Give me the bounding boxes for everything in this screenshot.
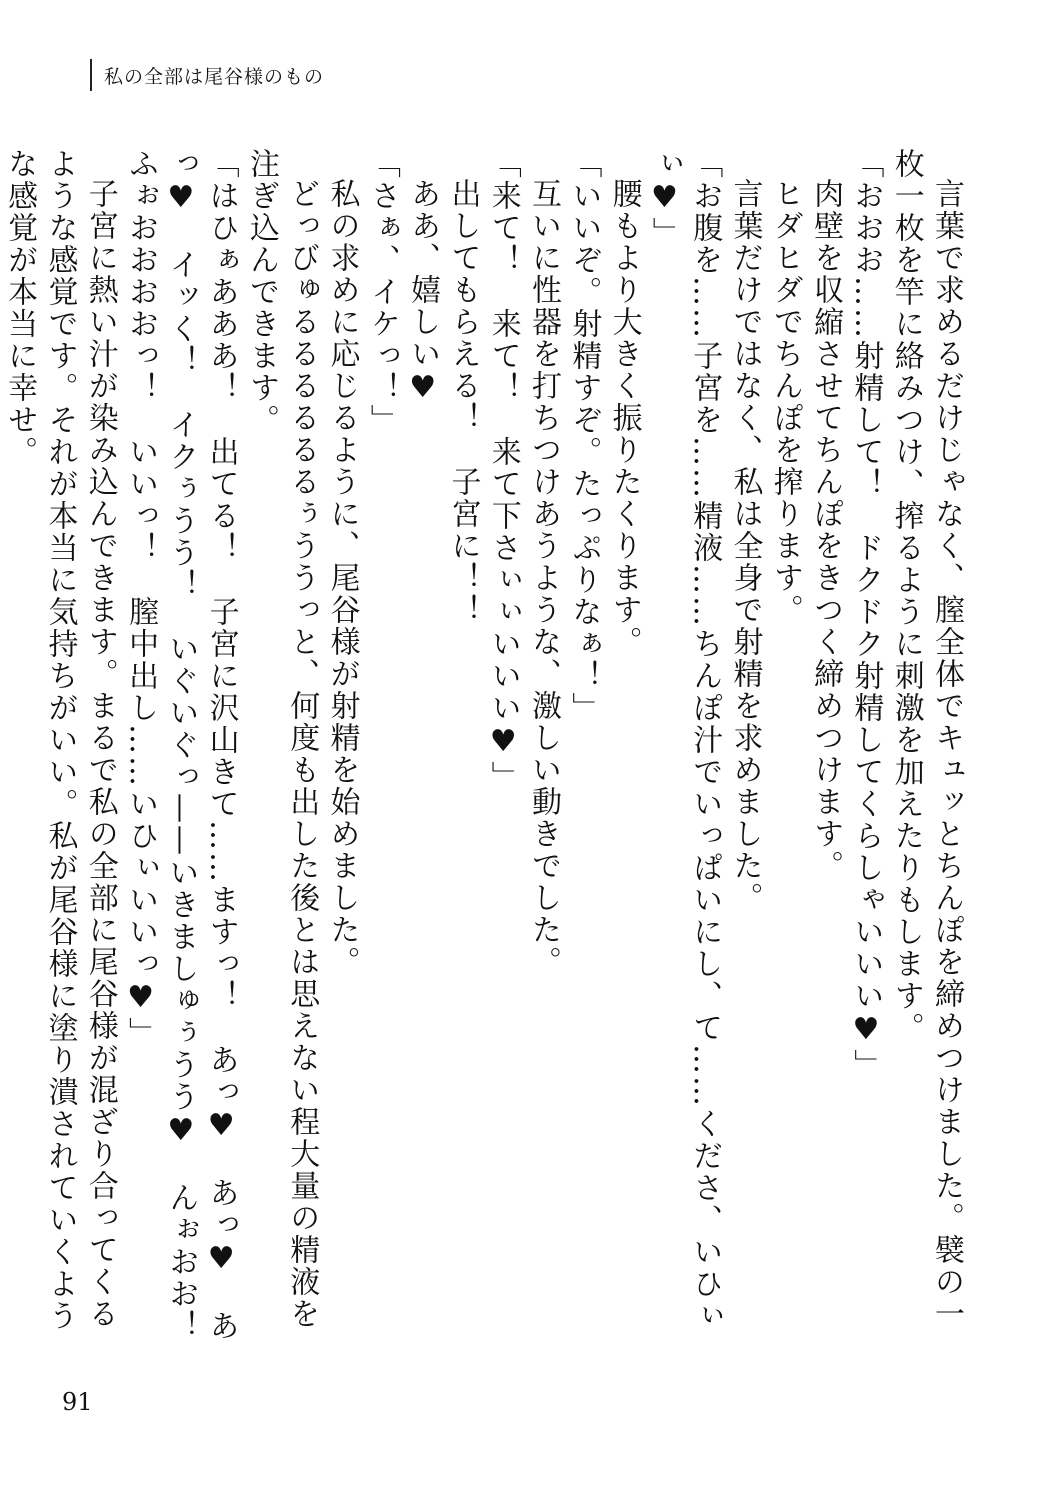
paragraph: 「来て！ 来て！ 来て下さぃぃいいい♥」: [485, 148, 521, 793]
paragraph: 「はひぁあああ！ 出てる！ 子宮に沢山きて……ますっ！ あっ♥ あっ♥ あっ♥ イッく！ イクぅうう！ いぐいぐっ——いきましゅぅうう♥ んぉおお！ ふぉおおおおっ！ いいっ！ 膣中出し……いひぃいいっ♥」: [123, 148, 239, 1374]
paragraph: 言葉だけではなく、私は全身で射精を求めました。: [727, 178, 763, 914]
running-head-rule: [90, 59, 92, 91]
paragraph: 子宮に熱い汁が染み込んできます。まるで私の全部に尾谷様が混ざり合ってくるような感覚です。それが本当に気持ちがいい。私が尾谷様に塗り潰されていくような感覚が本当に幸せ。: [2, 148, 118, 1332]
paragraph: どっびゅるるるるるるぅううっと、何度も出した後とは思えない程大量の精液を注ぎ込んできます。: [243, 148, 320, 1330]
paragraph: ああ、嬉しい♥: [405, 178, 441, 407]
paragraph: 肉壁を収縮させてちんぽをきつく締めつけます。: [808, 178, 844, 882]
page-number: 91: [62, 1388, 93, 1416]
paragraph: 「さぁ、イケっ！」: [364, 148, 400, 436]
paragraph: 私の求めに応じるように、尾谷様が射精を始めました。: [324, 178, 360, 978]
paragraph: 言葉で求めるだけじゃなく、膣全体でキュッとちんぽを締めつけました。襞の一枚一枚を竿に絡みつけ、搾るように刺激を加えたりもします。: [888, 148, 964, 1330]
body-text: [2, 148, 966, 1374]
running-head-title: 私の全部は尾谷様のもの: [104, 65, 325, 88]
paragraph: ヒダヒダでちんぽを搾ります。: [767, 178, 803, 626]
paragraph: 腰もより大きく振りたくります。: [606, 178, 642, 658]
paragraph: 「おおお……射精して！ ドクドク射精してくらしゃいいい♥」: [848, 148, 884, 1081]
paragraph: 「お腹を……子宮を……精液……ちんぽ汁でいっぱいにし、て……くださ、いひぃぃ♥」: [646, 148, 723, 1332]
paragraph: 「いいぞ。射精すぞ。たっぷりなぁ！」: [566, 148, 602, 724]
paragraph: 互いに性器を打ちつけあうような、激しい動きでした。: [526, 178, 562, 978]
running-head: [90, 58, 324, 92]
paragraph: 出してもらえる！ 子宮に！！: [445, 178, 481, 626]
